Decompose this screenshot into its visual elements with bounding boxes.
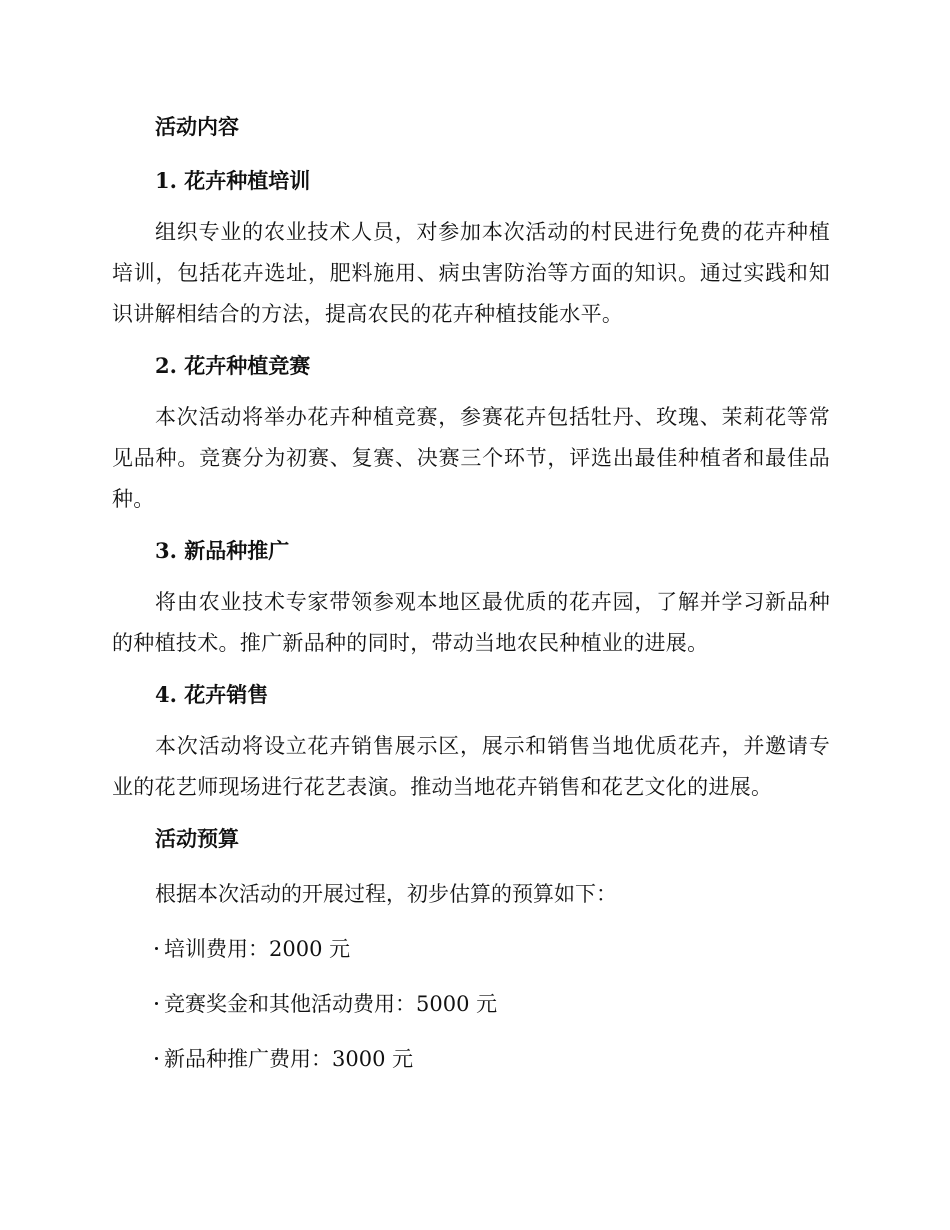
item-text-new-variety: 将由农业技术专家带领参观本地区最优质的花卉园，了解并学习新品种的种植技术。推广新品种的同时，带动当地农民种植业的进展。	[112, 590, 830, 655]
item-title-new-variety: 3. 新品种推广	[155, 538, 290, 563]
budget-item	[112, 932, 830, 966]
bullet-icon	[155, 947, 158, 950]
budget-item-text: 培训费用：2000 元	[164, 937, 351, 961]
budget-intro: 根据本次活动的开展过程，初步估算的预算如下：	[155, 882, 617, 906]
budget-item-text: 竞赛奖金和其他活动费用：5000 元	[164, 992, 498, 1016]
item-title-sales: 4. 花卉销售	[155, 682, 269, 707]
item-title-competition: 2. 花卉种植竞赛	[155, 353, 311, 378]
bullet-icon	[155, 1057, 158, 1060]
section-title-activity-content: 活动内容	[155, 114, 239, 139]
budget-item	[112, 1042, 830, 1076]
item-text-competition: 本次活动将举办花卉种植竞赛，参赛花卉包括牡丹、玫瑰、茉莉花等常见品种。竞赛分为初赛、复赛、决赛三个环节，评选出最佳种植者和最佳品种。	[112, 405, 830, 511]
budget-item	[112, 987, 830, 1021]
bullet-icon	[155, 1002, 158, 1005]
document-content	[112, 110, 830, 1076]
item-text-training: 组织专业的农业技术人员，对参加本次活动的村民进行免费的花卉种植培训，包括花卉选址，肥料施用、病虫害防治等方面的知识。通过实践和知识讲解相结合的方法，提高农民的花卉种植技能水平。	[112, 220, 830, 326]
item-text-sales: 本次活动将设立花卉销售展示区，展示和销售当地优质花卉，并邀请专业的花艺师现场进行花艺表演。推动当地花卉销售和花艺文化的进展。	[112, 734, 830, 799]
budget-item-text: 新品种推广费用：3000 元	[164, 1047, 414, 1071]
item-title-training: 1. 花卉种植培训	[155, 168, 311, 193]
section-title-budget: 活动预算	[155, 826, 239, 851]
